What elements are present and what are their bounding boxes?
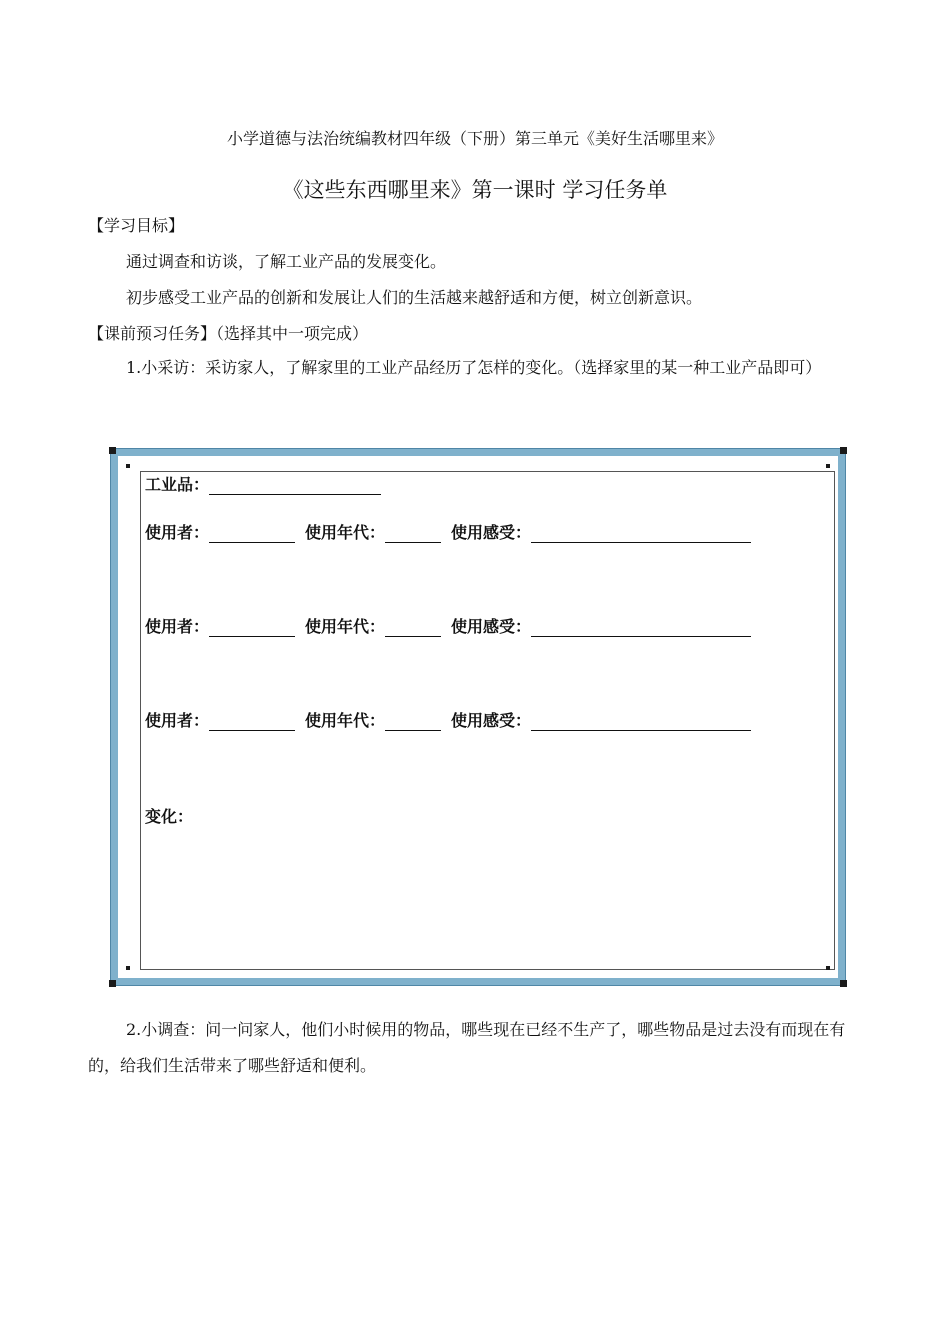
era-label: 使用年代： — [305, 711, 386, 730]
user-blank[interactable] — [209, 714, 295, 731]
user-blank[interactable] — [209, 620, 295, 637]
usage-row-1 — [145, 520, 761, 543]
product-blank[interactable] — [209, 478, 381, 495]
era-blank[interactable] — [385, 714, 441, 731]
user-label: 使用者： — [145, 523, 210, 542]
frame-corner — [126, 464, 130, 468]
feeling-blank[interactable] — [531, 620, 751, 637]
era-blank[interactable] — [385, 620, 441, 637]
frame-corner — [826, 464, 830, 468]
feeling-label: 使用感受： — [451, 523, 532, 542]
feeling-label: 使用感受： — [451, 711, 532, 730]
frame-corner — [109, 980, 116, 987]
frame-corner — [126, 966, 130, 970]
change-label: 变化： — [145, 807, 194, 826]
feeling-blank[interactable] — [531, 714, 751, 731]
user-label: 使用者： — [145, 711, 210, 730]
frame-corner — [109, 447, 116, 454]
goal-item-1: 通过调查和访谈，了解工业产品的发展变化。 — [126, 252, 447, 271]
frame-corner — [840, 980, 847, 987]
goal-item-2: 初步感受工业产品的创新和发展让人们的生活越来越舒适和方便，树立创新意识。 — [126, 288, 703, 307]
tasks-heading: 【课前预习任务】（选择其中一项完成） — [88, 324, 369, 343]
era-label: 使用年代： — [305, 523, 386, 542]
task-1-text: 1.小采访：采访家人，了解家里的工业产品经历了怎样的变化。（选择家里的某一种工业产品即可） — [126, 358, 822, 377]
product-label: 工业品： — [145, 475, 210, 494]
product-row — [145, 472, 391, 495]
user-blank[interactable] — [209, 526, 295, 543]
document-title: 《这些东西哪里来》第一课时 学习任务单 — [282, 178, 668, 202]
era-blank[interactable] — [385, 526, 441, 543]
feeling-blank[interactable] — [531, 526, 751, 543]
task-2-text: 2.小调查：问一问家人，他们小时候用的物品，哪些现在已经不生产了，哪些物品是过去没有而现在有的，给我们生活带来了哪些舒适和便利。 — [88, 1020, 846, 1075]
change-row — [145, 804, 193, 827]
usage-row-2 — [145, 614, 761, 637]
usage-row-3 — [145, 708, 761, 731]
document-subtitle: 小学道德与法治统编教材四年级（下册）第三单元《美好生活哪里来》 — [226, 129, 723, 148]
frame-corner — [840, 447, 847, 454]
frame-corner — [826, 966, 830, 970]
feeling-label: 使用感受： — [451, 617, 532, 636]
goals-heading: 【学习目标】 — [88, 216, 185, 235]
user-label: 使用者： — [145, 617, 210, 636]
era-label: 使用年代： — [305, 617, 386, 636]
